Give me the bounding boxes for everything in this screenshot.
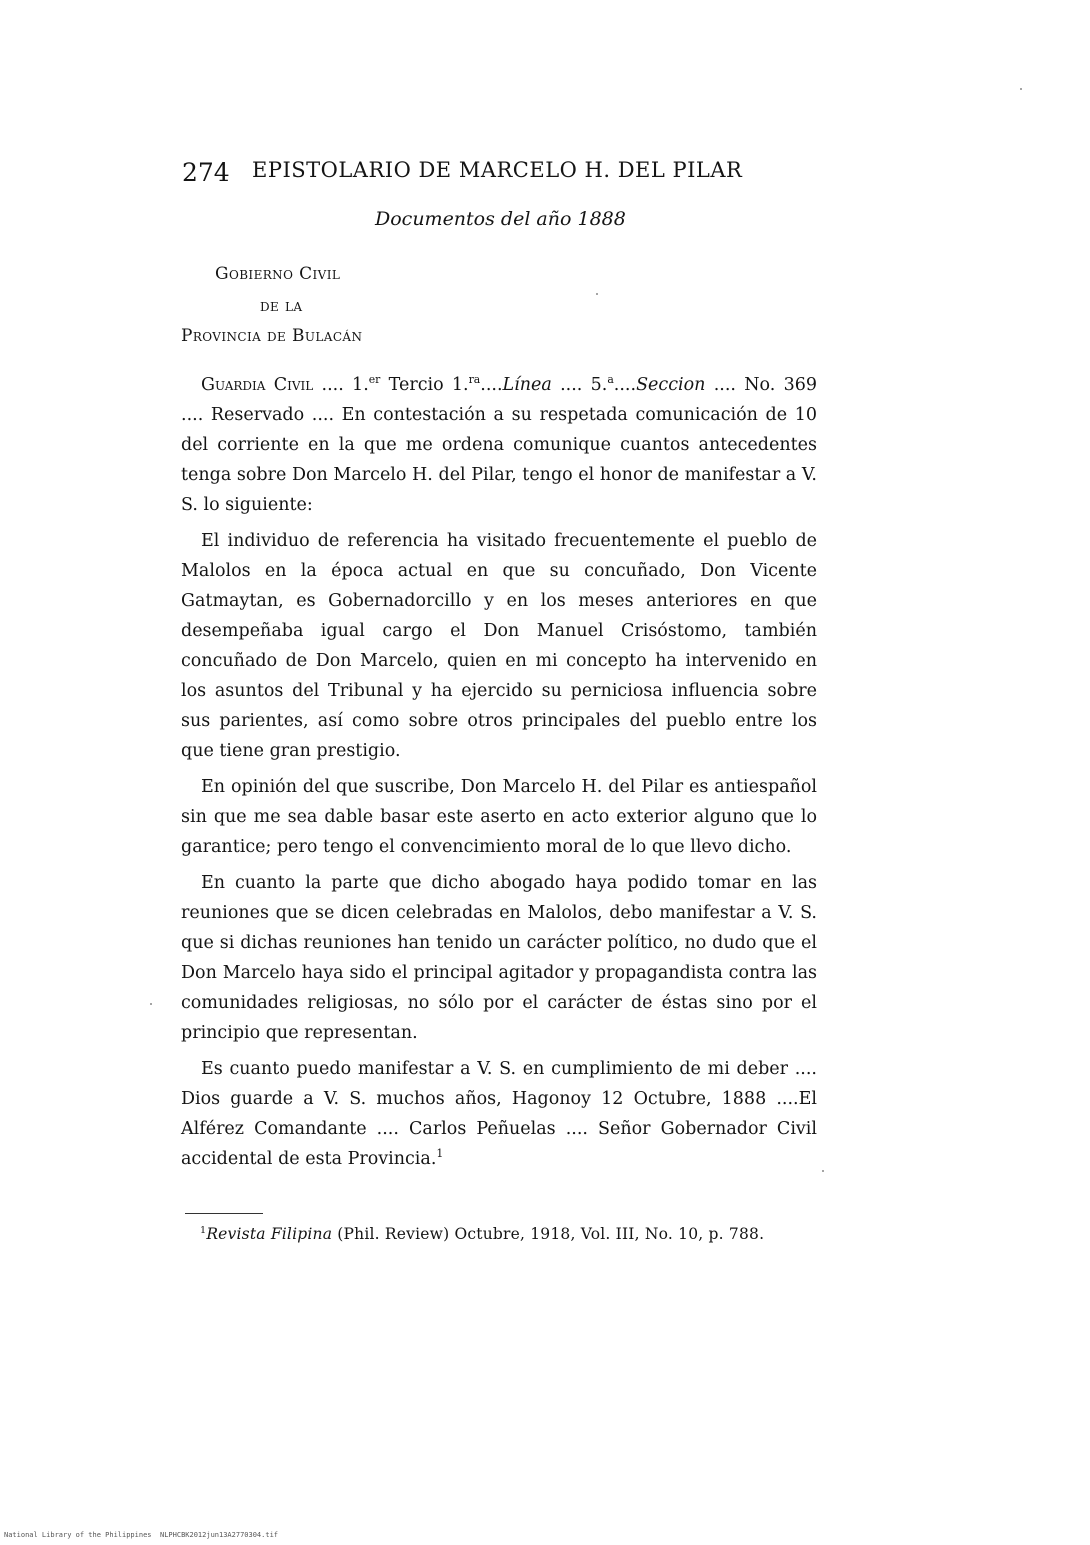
opening-ref-a-sup: er — [368, 373, 381, 387]
opening-ref-a: .... 1. — [313, 375, 369, 395]
letterhead-line-3: Provincia de Bulacán — [181, 326, 363, 346]
closing-paragraph — [181, 1054, 817, 1174]
footnote-rule — [185, 1213, 263, 1214]
page-number: 274 — [182, 158, 230, 187]
footnote — [200, 1225, 830, 1243]
paragraph-3: En cuanto la parte que dicho abogado haya podido tomar en las reuniones que se dicen celebradas en Malolos, debo manifestar a V. S. que si dichas reuniones han tenido un carácter político, no dudo que el Don Marcelo haya sido el principal agitador y propagandista contra las comunidades religiosas, no sólo por el carácter de éstas sino por el principio que representan. — [181, 873, 817, 1043]
opening-ref-b: Tercio 1. — [380, 375, 469, 395]
opening-seccion: Seccion — [636, 375, 706, 395]
section-title: Documentos del año 1888 — [375, 208, 626, 230]
opening-paragraph — [181, 370, 817, 520]
footnote-marker: 1 — [200, 1224, 207, 1236]
opening-seccion-dots: .... — [613, 375, 637, 395]
footnote-source: Revista Filipina — [206, 1225, 333, 1243]
scan-speck — [822, 1170, 824, 1172]
closing-text: Es cuanto puedo manifestar a V. S. en cumplimiento de mi deber .... Dios guarde a V. S. muchos años, Hagonoy 12 Octubre, 1888 ....El Alférez Comandante .... Carlos Peñuelas .... Señor Gobernador Civil accidental de esta Provincia. — [181, 1059, 817, 1169]
scan-file-stamp: NLPHCBK2012jun13A2770304.tif — [160, 1531, 279, 1539]
scan-speck — [150, 1003, 152, 1005]
opening-ref-b-sup: ra — [468, 373, 481, 387]
scan-library-stamp: National Library of the Philippines — [4, 1531, 152, 1539]
letterhead-line-2: de la — [260, 296, 303, 316]
scan-speck — [1020, 88, 1022, 90]
opening-rest: .... No. 369 .... Reservado .... En contestación a su respetada comunicación de 10 del corriente en la que me ordena comunique cuantos antecedentes tenga sobre Don Marcelo H. del Pilar, tengo el honor de manifestar a V. S. lo siguiente: — [181, 375, 818, 515]
letter-body — [181, 370, 817, 1180]
closing-footnote-marker: 1 — [436, 1147, 444, 1161]
scan-speck — [596, 293, 598, 295]
guardia-civil-label: Guardia Civil — [201, 375, 314, 395]
running-title: EPISTOLARIO DE MARCELO H. DEL PILAR — [252, 158, 743, 182]
opening-ref-c-sup: a — [607, 373, 614, 387]
paragraph-1: El individuo de referencia ha visitado frecuentemente el pueblo de Malolos en la época actual en que su concuñado, Don Vicente Gatmaytan, es Gobernadorcillo y en los meses anteriores en que desempeñaba igual cargo el Don Manuel Crisóstomo, también concuñado de Don Marcelo, quien en mi concepto ha intervenido en los asuntos del Tribunal y ha ejercido su perniciosa influencia sobre sus parientes, así como sobre otros principales del pueblo entre los que tiene gran prestigio. — [181, 531, 817, 761]
footnote-rest: (Phil. Review) Octubre, 1918, Vol. III, No. 10, p. 788. — [332, 1225, 765, 1243]
opening-ref-c: .... 5. — [551, 375, 608, 395]
paragraph-2: En opinión del que suscribe, Don Marcelo H. del Pilar es antiespañol sin que me sea dable basar este aserto en acto exterior alguno que lo garantice; pero tengo el convencimiento moral de lo que llevo dicho. — [181, 777, 817, 857]
opening-linea: Línea — [502, 375, 552, 395]
opening-linea-dots: .... — [480, 375, 503, 395]
letterhead-line-1: Gobierno Civil — [215, 264, 341, 284]
